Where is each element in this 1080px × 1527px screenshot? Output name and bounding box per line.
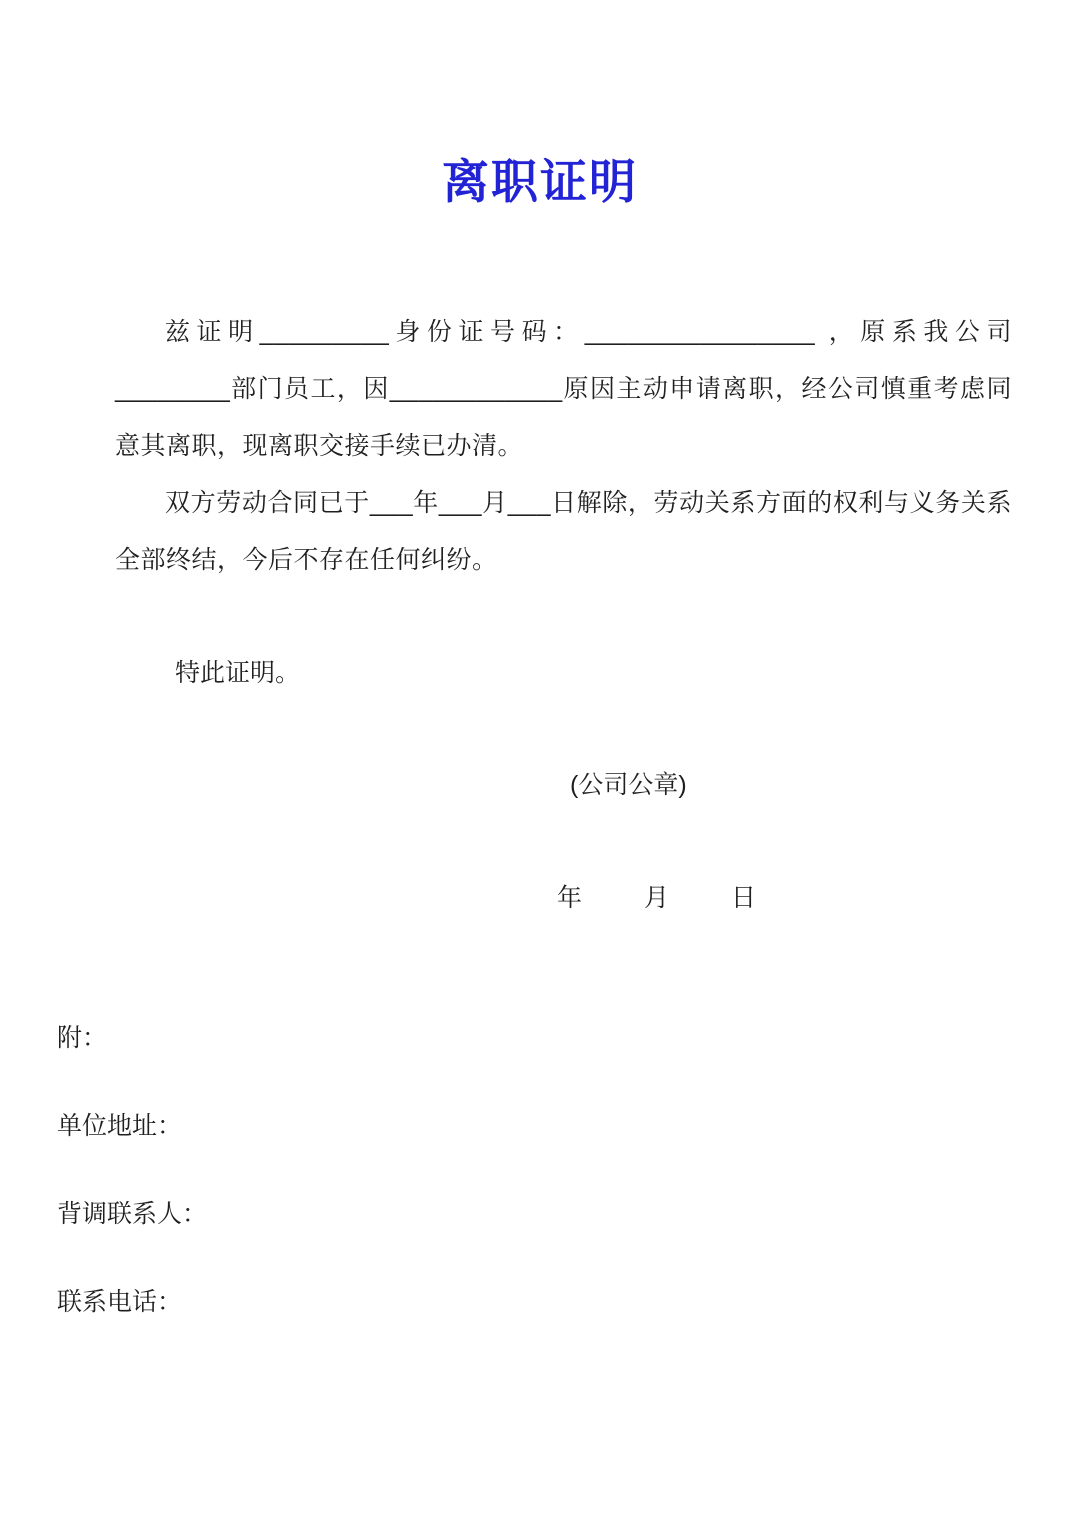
contact-phone-label: 联系电话：: [57, 1288, 183, 1316]
reference-contact-label: 背调联系人：: [57, 1200, 208, 1228]
certification-paragraph: 兹证明_________身份证号码：________________ ，原系我公司________部门员工，因____________原因主动申请离职，经公司慎重考虑同意其离职，现离职交接手续已办清。: [115, 318, 1012, 460]
contract-termination-paragraph: 双方劳动合同已于___年___月___日解除，劳动关系方面的权利与义务关系全部终结，今后不存在任何纠纷。: [115, 489, 1012, 574]
company-seal-placeholder: (公司公章): [570, 771, 687, 799]
date-month-label: 月: [643, 884, 669, 912]
date-line: [115, 870, 1012, 927]
date-year-label: 年: [557, 884, 583, 912]
closing-statement: 特此证明。: [175, 659, 301, 687]
document-footer: [57, 1010, 1080, 1331]
company-address-label: 单位地址：: [57, 1112, 183, 1140]
page-title: 离职证明: [442, 155, 638, 208]
attachment-label: 附：: [57, 1024, 108, 1052]
document-body: [115, 304, 1012, 927]
date-day-label: 日: [730, 884, 756, 912]
